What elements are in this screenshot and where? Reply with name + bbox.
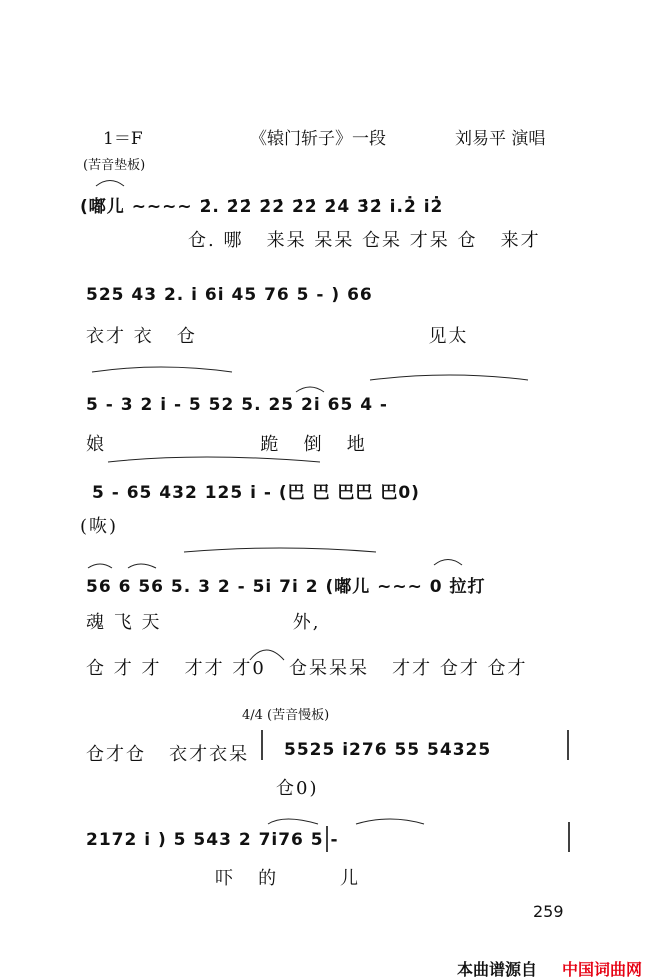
- notation-line-4: 5 - 65 432 125 i - (巴 巴 巴巴 巴0): [92, 483, 420, 503]
- slur-arc: [370, 375, 528, 380]
- slur-arc: [268, 819, 318, 824]
- notation-line-8: 2172 i ) 5 543 2 7i76 5 -: [86, 830, 339, 850]
- brand-link[interactable]: 中国词曲网: [562, 960, 643, 979]
- performer-credit: 刘易平 演唱: [455, 129, 546, 149]
- source-label: 本曲谱源自: [457, 960, 538, 979]
- slur-arc: [296, 387, 324, 392]
- lyric-line-5: 魂 飞 天 外,: [86, 612, 321, 633]
- key-signature: 1＝F: [103, 129, 143, 149]
- percussion-line-6: 仓 才 才 才才 才0 仓呆呆呆 才才 仓才 仓才: [86, 658, 528, 679]
- slur-arc: [108, 457, 320, 462]
- percussion-line-1: 仓. 哪 来呆 呆呆 仓呆 才呆 仓 来才: [188, 230, 541, 251]
- slur-arc: [88, 564, 112, 568]
- slur-arc: [356, 819, 424, 824]
- page-number: 259: [533, 902, 564, 921]
- notation-line-5: 56 6 56 5. 3 2 - 5i 7i 2 (嘟儿 ~~~ 0 拉打: [86, 577, 486, 597]
- piece-title: 《辕门斩子》一段: [250, 129, 386, 149]
- tempo-marking: (苦音垫板): [83, 158, 146, 173]
- slur-arc: [184, 548, 376, 552]
- slur-arc: [96, 181, 124, 187]
- vocable-line-4: (咴): [80, 516, 119, 537]
- notation-line-1: (嘟儿 ~~~~ 2̇. 2̇2̇ 2̇2̇ 2̇2̇ 2̇4̇ 3̇2̇ i.2̇ i2̇: [80, 197, 444, 217]
- slur-arc: [128, 564, 156, 568]
- lyric-line-8: 吓 的 儿: [215, 868, 360, 889]
- notation-line-7: 5525 i276 55 54325: [284, 740, 492, 760]
- notation-line-3: 5 - 3 2 i - 5 52 5. 25 2i 65 4 -: [86, 395, 388, 415]
- percussion-tail-7: 仓0): [276, 778, 319, 799]
- notation-line-2: 525 43 2. i 6i 45 76 5 - ) 66: [86, 285, 373, 305]
- text-line-2: 衣才 衣 仓 见太: [86, 326, 469, 347]
- slur-arc: [434, 560, 462, 566]
- tempo-marking-2: 4/4 (苦音慢板): [242, 708, 330, 723]
- lyric-line-3: 娘 跪 倒 地: [86, 434, 367, 455]
- slur-arc: [92, 367, 232, 372]
- percussion-line-7: 仓才仓 衣才衣呆: [86, 744, 250, 765]
